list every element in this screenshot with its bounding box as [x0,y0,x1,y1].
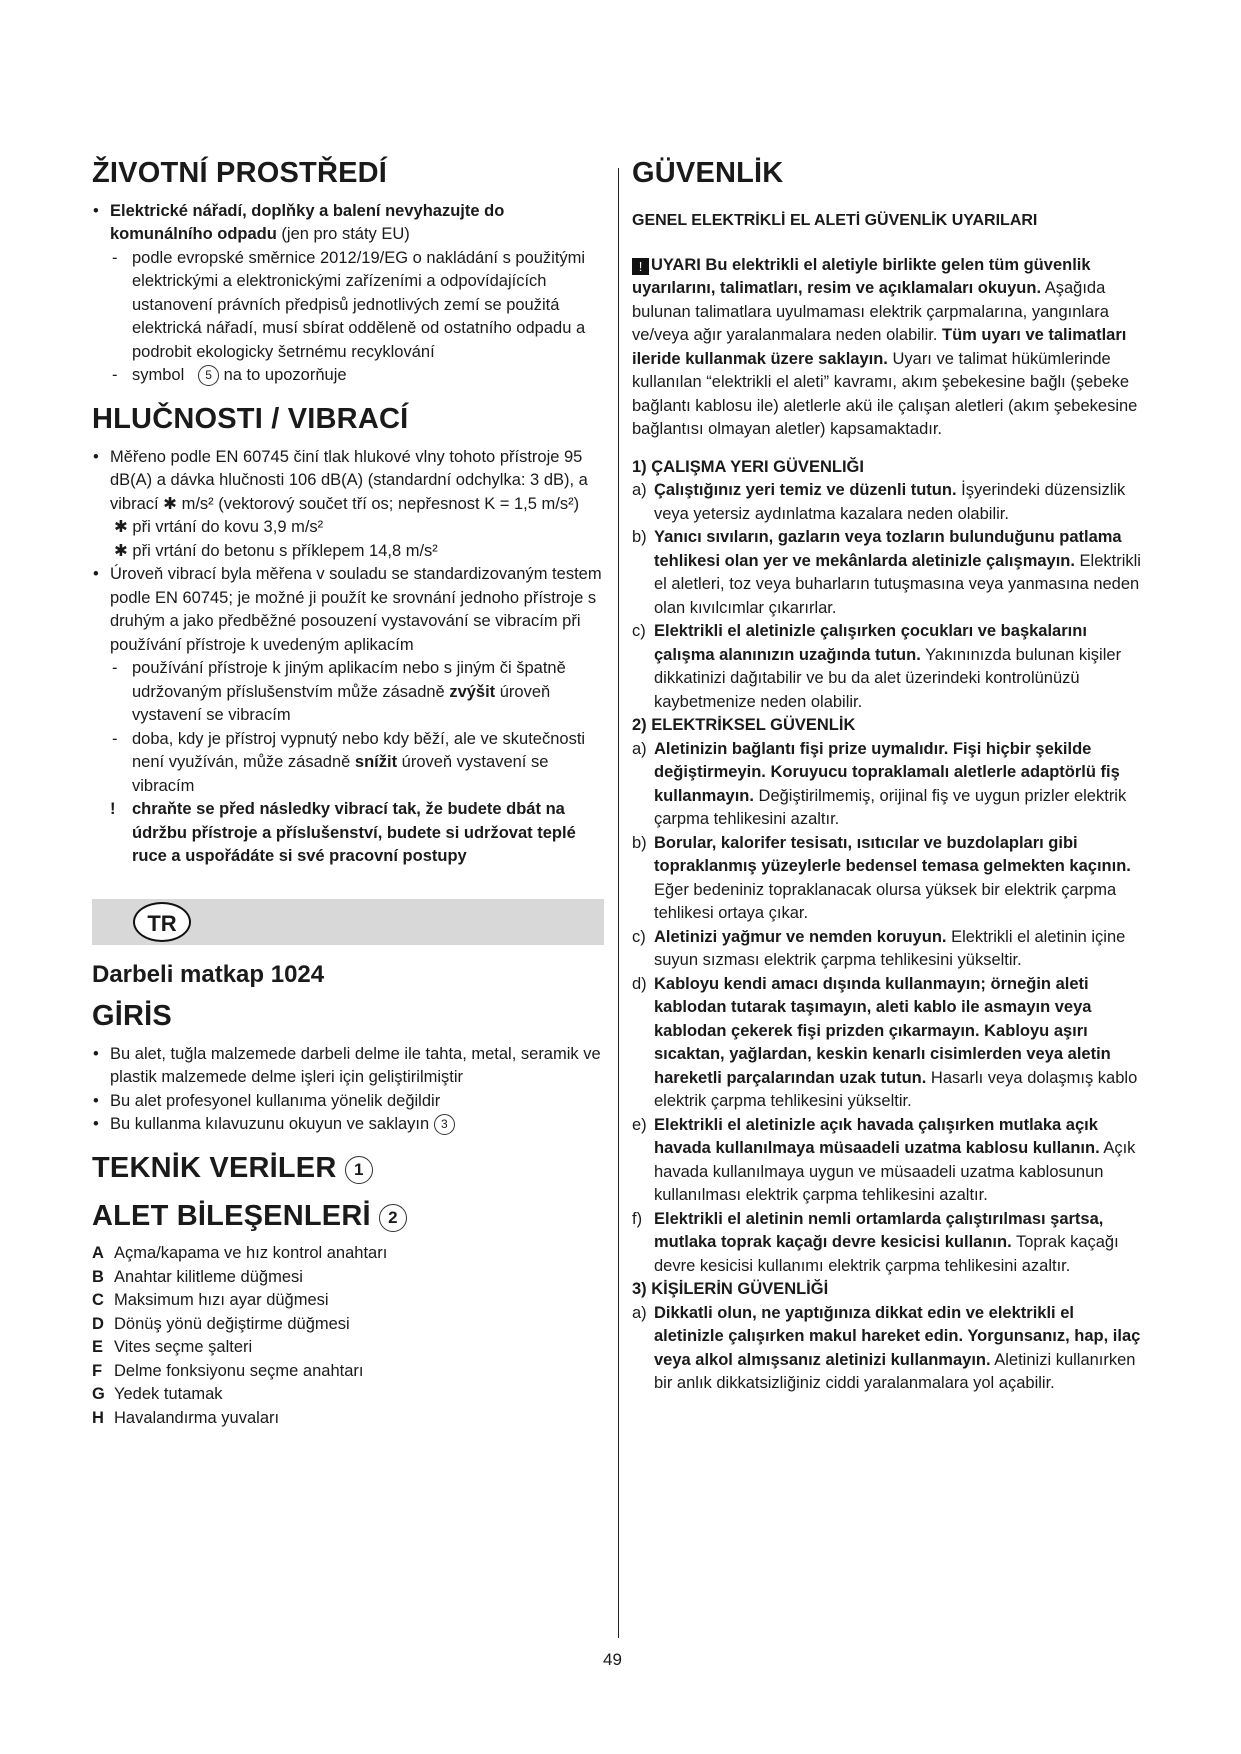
general-warning: ! UYARI Bu elektrikli el aletiyle birlikte gelen tüm güvenlik uyarılarını, talimatları, resim ve açıklamaları okuyun. Aşağıda bulunan talimatlara uyulmaması elektrik çarpmalarına, yangınlara ve/veya ağır yaralanmalara neden olabilir. Tüm uyarı ve talimatları ileride kullanmak üzere saklayın. Uyarı ve talimat hükümlerinde kullanılan “elektrikli el aleti” kavramı, akım şebekesine bağlı (şebeke bağlantı kablosu ile) aletlerle akü ile çalışan aletleri (akım şebekesine bağlantısı olmayan aletler) kapsamaktadır. [632,255,1138,439]
list-item: b) Yanıcı sıvıların, gazların veya tozların bulunduğunu patlama tehlikesi olan yer ve mekânlarda aletinizle çalışmayın. Elektrikli el aletleri, toz veya buharların tutuşmasına veya yanmasına neden olan kıvılcımlar çıkarırlar. [632,528,1141,617]
intro-bullet-1: • Bu alet, tuğla malzemede darbeli delme ile tahta, metal, seramik ve plastik malzemede delme işleri için geliştirilmiştir [92,1043,604,1090]
list-item: b) Borular, kalorifer tesisatı, ısıtıcılar ve buzdolapları gibi topraklanmış yüzeylerle bedensel temasa gelmekten kaçının. Eğer bedeniniz topraklanacak olursa yüksek bir elektrik çarpma tehlikesi ortaya çıkar. [632,833,1131,923]
list-item: E Vites seçme şalteri [92,1338,253,1357]
section-personal: 3) KİŞİLERİN GÜVENLİĞİ [632,1280,829,1299]
list-item: D Dönüş yönü değiştirme düğmesi [92,1314,350,1333]
section-electrical: 2) ELEKTRİKSEL GÜVENLİK [632,716,856,735]
noise-title: HLUČNOSTI / VIBRACÍ [92,402,409,435]
list-item: F Delme fonksiyonu seçme anahtarı [92,1361,364,1380]
noise-bullet-1: • Měřeno podle EN 60745 činí tlak hlukové vlny tohoto přístroje 95 dB(A) a dávka hlučnosti 106 dB(A) (standardní odchylka: 3 dB), a vibrací ✱ m/s² (vektorový součet tří os; nepřesnost K = 1,5 m/s²) [92,446,604,517]
list-item: e) Elektrikli el aletinizle açık havada çalışırken mutlaka açık havada kullanılmaya müsaadeli uzatma kablosu kullanın. Açık havada kullanılmaya uygun ve müsaadeli uzatma kablosunun kullanılması elektrik çarpma tehlikesini azaltır. [632,1115,1136,1205]
figure-ref-5-icon: 5 [198,365,219,386]
noise-warning: ! chraňte se před následky vibrací tak, že budete dbát na údržbu přístroje a příslušenství, budete si udržovat teplé ruce a uspořádáte si své pracovní postupy [110,800,576,866]
list-item: a) Çalıştığınız yeri temiz ve düzenli tutun. İşyerindeki düzensizlik veya yetersiz aydınlatma kazalara neden olabilir. [632,481,1126,523]
environment-bullet: • Elektrické nářadí, doplňky a balení nevyhazujte do komunálního odpadu (jen pro státy EU) [92,200,604,247]
parts-list [92,1242,604,1430]
list-item: a) Aletinizin bağlantı fişi prize uymalıdır. Fişi hiçbir şekilde değiştirmeyin. Koruyucu topraklamalı aletlerle adaptörlü fiş kullanmayın. Değiştirilmemiş, orijinal fiş ve uygun prizler elektrik çarpma tehlikesini azaltır. [632,739,1127,829]
list-item: c) Aletinizi yağmur ve nemden koruyun. Elektrikli el aletinin içine suyun sızması elektrik çarpma tehlikesini yükseltir. [632,927,1126,970]
noise-dash-2: - doba, kdy je přístroj vypnutý nebo kdy běží, ale ve skutečnosti není využíván, může zásadně snížit úroveň vystavení se vibracím [112,729,586,795]
safety-subtitle: GENEL ELEKTRİKLİ EL ALETİ GÜVENLİK UYARILARI [632,211,1038,229]
page-number: 49 [603,1650,622,1669]
list-item: H Havalandırma yuvaları [92,1408,280,1427]
list-item: C Maksimum hızı ayar düğmesi [92,1291,329,1310]
figure-ref-2-icon: 2 [379,1204,407,1232]
figure-ref-3-icon: 3 [434,1114,455,1135]
list-item: G Yedek tutamak [92,1385,223,1404]
safety-title: GÜVENLİK [632,157,784,189]
right-column [632,158,1144,1396]
column-divider [618,168,619,1638]
noise-dash-1: - používání přístroje k jiným aplikacím nebo s jiným či špatně udržovaným příslušenstvím může zásadně zvýšit úroveň vystavení se vibracím [112,659,566,725]
list-item: f) Elektrikli el aletinin nemli ortamlarda çalıştırılması şartsa, mutlaka toprak kaçağı devre kesicisi kullanın. Toprak kaçağı devre kesicisi kullanımı elektrik çarpma tehlikesini azaltır. [632,1209,1119,1275]
intro-title: GİRİS [92,999,172,1032]
list-item: A Açma/kapama ve hız kontrol anahtarı [92,1244,388,1263]
parts-title: ALET BİLEŞENLERİ 2 [92,1201,604,1233]
warning-triangle-icon: ! [632,258,649,275]
list-item: B Anahtar kilitleme düğmesi [92,1267,303,1286]
tech-data-title: TEKNİK VERİLER 1 [92,1153,604,1185]
noise-bullet-2: • Úroveň vibrací byla měřena v souladu se standardizovaným testem podle EN 60745; je možné ji použít ke srovnání jednoho přístroje s druhým a jako předběžné posouzení vystavování se vibracím při používání přístroje k uvedeným aplikacím [92,563,604,657]
figure-ref-1-icon: 1 [345,1156,373,1184]
list-item: c) Elektrikli el aletinizle çalışırken çocukları ve başkalarını çalışma alanınızın uzağında tutun. Yakınınızda bulunan kişiler dikkatinizi dağıtabilir ve bu da alet üzerindeki kontrolünüzü kaybetmenize neden olabilir. [632,622,1122,711]
environment-dash-directive: - podle evropské směrnice 2012/19/EG o nakládání s použitými elektrickými a elektronickými zařízeními a odpovídajících ustanovení právních předpisů jednotlivých zemí se použitá elektrická nářadí, musí sbírat odděleně od ostatního odpadu a podrobit ekologicky šetrnému recyklování [112,248,586,361]
intro-bullet-2: • Bu alet profesyonel kullanıma yönelik değildir [92,1090,604,1114]
environment-title: ŽIVOTNÍ PROSTŘEDÍ [92,157,388,189]
language-badge: TR [133,902,191,942]
noise-value-concrete: ✱ při vrtání do betonu s příklepem 14,8 m/s² [114,541,438,560]
language-bar [92,899,604,945]
intro-bullet-3: • Bu kullanma kılavuzunu okuyun ve saklayın 3 [92,1113,604,1137]
list-item: a) Dikkatli olun, ne yaptığınıza dikkat edin ve elektrikli el aletinizle çalışırken makul hareket edin. Yorgunsanız, hap, ilaç veya alkol almışsanız aletinizi kullanmayın. Aletinizi kullanırken bir anlık dikkatsizliğiniz ciddi yaralanmalara yol açabilir. [632,1303,1141,1393]
environment-dash-symbol: - symbol 5 na to upozorňuje [112,366,347,385]
noise-value-metal: ✱ při vrtání do kovu 3,9 m/s² [114,518,324,537]
product-title: Darbeli matkap 1024 [92,960,325,988]
section-work-area: 1) ÇALIŞMA YERI GÜVENLIĞI [632,457,864,476]
list-item: d) Kabloyu kendi amacı dışında kullanmayın; örneğin aleti kablodan tutarak taşımayın, aleti kablo ile asmayın veya kablodan çekerek fişi prizden çıkarmayın. Kabloyu aşırı sıcaktan, yağlardan, keskin kenarlı cisimlerden veya aletin hareketli parçalarından uzak tutun. Hasarlı veya dolaşmış kablo elektrik çarpma tehlikesini yükseltir. [632,974,1138,1111]
left-column [92,158,604,1430]
